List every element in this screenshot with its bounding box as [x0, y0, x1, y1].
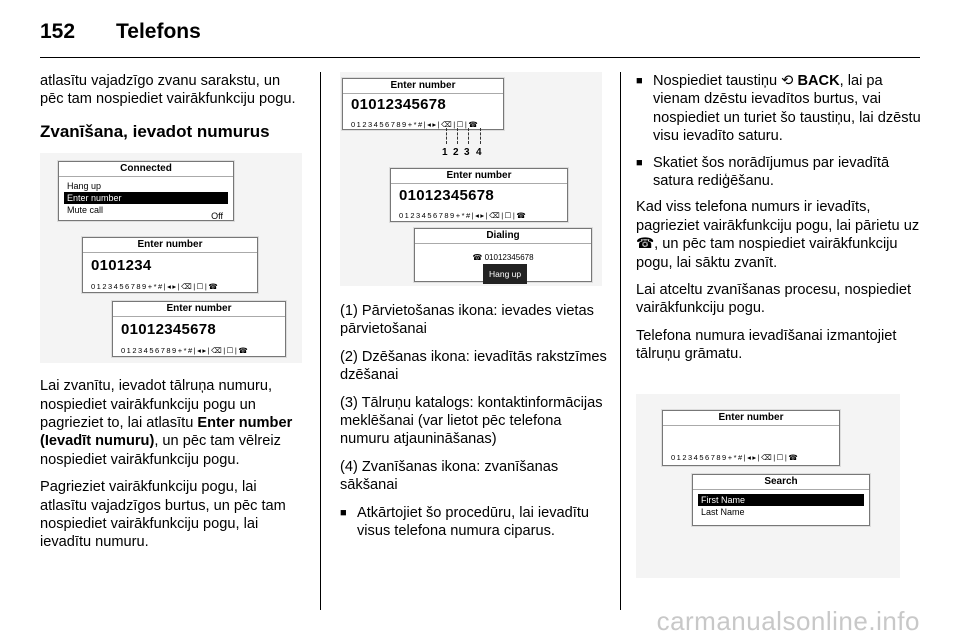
menu-item-selected: Enter number [64, 192, 228, 204]
text-span: , un pēc tam vēlreiz nospiediet vairākfunkciju pogu. [40, 433, 281, 468]
paragraph-enter-number [40, 377, 306, 469]
legend-item-2: (2) Dzēšanas ikona: ievadītās rakstzīmes dzēšanai [340, 348, 607, 384]
text-span: Lai zvanītu, ievadot tālruņa numuru, nospiediet vairākfunkciju pogu un pagrieziet to, lai atlasītu [40, 378, 273, 432]
text-span: Nospiediet taustiņu ⟲ [653, 73, 798, 89]
enter-number-screen [662, 410, 840, 466]
column-3 [636, 72, 922, 578]
figure-enter-number-steps [40, 153, 302, 363]
bullet-editing: ■ Skatiet šos norādījumus par ievadītā satura rediģēšanu. [636, 154, 922, 191]
callout-line [446, 128, 447, 144]
page-number: 152 [40, 20, 76, 43]
number-display: 01012345678 [351, 96, 447, 113]
enter-number-screen [390, 168, 568, 222]
screen-title: Enter number [343, 79, 503, 94]
watermark: carmanualsonline.info [656, 606, 920, 636]
screen-title: Enter number [663, 411, 839, 426]
paragraph-cancel-call: Lai atceltu zvanīšanas procesu, nospiediet vairākfunkciju pogu. [636, 282, 912, 317]
callout-1: 1 [442, 147, 448, 158]
text-span: , lai pa vienam dzēstu ievadītos burtus, vai nospiediet un turiet šo taustiņu, lai dzēstu visu ievadīto saturu. [653, 73, 921, 145]
screen-title: Search [693, 475, 869, 490]
key-strip: 0123456789+*#|◂▸|⌫|☐|☎ [91, 282, 220, 292]
legend-item-3: (3) Tālruņu katalogs: kontaktinformācijas meklēšanai (var lietot pēc telefona numuru atjaunināšanas) [340, 394, 603, 448]
paragraph-select-digits: Pagrieziet vairākfunkciju pogu, lai atlasītu vajadzīgos burtus, un pēc tam nospiediet vairākfunkciju pogu, lai ievadītu numuru. [40, 479, 286, 551]
figure-number-entry-icons [340, 72, 602, 286]
enter-number-screen [342, 78, 504, 130]
page-header [40, 18, 920, 58]
key-strip: 0123456789+*#|◂▸|⌫|☐|☎ [399, 211, 528, 220]
chapter-title: Telefons [116, 20, 201, 43]
menu-item-selected: First Name [698, 494, 864, 506]
key-strip: 0123456789+*#|◂▸|⌫|☐|☎ [671, 452, 800, 462]
off-label: Off [211, 211, 223, 222]
callout-4: 4 [476, 147, 482, 158]
enter-number-screen [82, 237, 258, 293]
column-divider [320, 72, 321, 610]
bullet-back-key [636, 72, 922, 146]
dialing-number: ☎ 01012345678 [472, 253, 534, 262]
key-strip: 0123456789+*#|◂▸|⌫|☐|☎ [351, 120, 480, 129]
column-divider [620, 72, 621, 610]
back-key-label: BACK [797, 73, 840, 89]
intro-paragraph: atlasītu vajadzīgo zvanu sarakstu, un pēc tam nospiediet vairākfunkciju pogu. [40, 73, 296, 108]
menu-item: Last Name [701, 506, 745, 517]
dialing-screen [414, 228, 592, 282]
connected-screen [58, 161, 234, 221]
menu-item: Hang up [67, 181, 102, 192]
column-2 [340, 72, 608, 548]
bullet-repeat: ■ Atkārtojiet šo procedūru, lai ievadītu visus telefona numura ciparus. [340, 504, 608, 541]
screen-title: Enter number [391, 169, 567, 184]
number-display: 0101234 [91, 257, 152, 275]
number-display: 01012345678 [121, 321, 217, 339]
search-screen [692, 474, 870, 526]
menu-item: Mute call [67, 205, 104, 216]
bold-term: Enter number (Ievadīt numuru) [40, 415, 293, 450]
paragraph-phonebook: Telefona numura ievadīšanai izmantojiet tālruņu grāmatu. [636, 327, 897, 363]
callout-line [468, 128, 469, 144]
legend-item-4: (4) Zvanīšanas ikona: zvanīšanas sākšanai [340, 458, 559, 494]
column-1 [40, 72, 306, 561]
screen-title: Enter number [113, 302, 285, 317]
callout-line [480, 128, 481, 144]
screen-title: Enter number [83, 238, 257, 253]
screen-title: Dialing [415, 229, 591, 244]
figure-phonebook-search [636, 394, 900, 578]
paragraph-start-call: Kad viss telefona numurs ir ievadīts, pagrieziet vairākfunkciju pogu, lai pārietu uz ☎, un pēc tam nospiediet vairākfunkciju pogu, lai sāktu zvanīt. [636, 199, 920, 271]
number-display: 01012345678 [399, 187, 495, 204]
callout-2: 2 [453, 147, 459, 158]
key-strip: 0123456789+*#|◂▸|⌫|☐|☎ [121, 346, 250, 356]
section-heading: Zvanīšana, ievadot numurus [40, 121, 270, 141]
screen-title: Connected [59, 162, 233, 177]
callout-line [457, 128, 458, 144]
hang-up-button: Hang up [483, 264, 527, 284]
callout-3: 3 [464, 147, 470, 158]
legend-item-1: (1) Pārvietošanas ikona: ievades vietas pārvietošanai [340, 303, 594, 338]
enter-number-screen [112, 301, 286, 357]
